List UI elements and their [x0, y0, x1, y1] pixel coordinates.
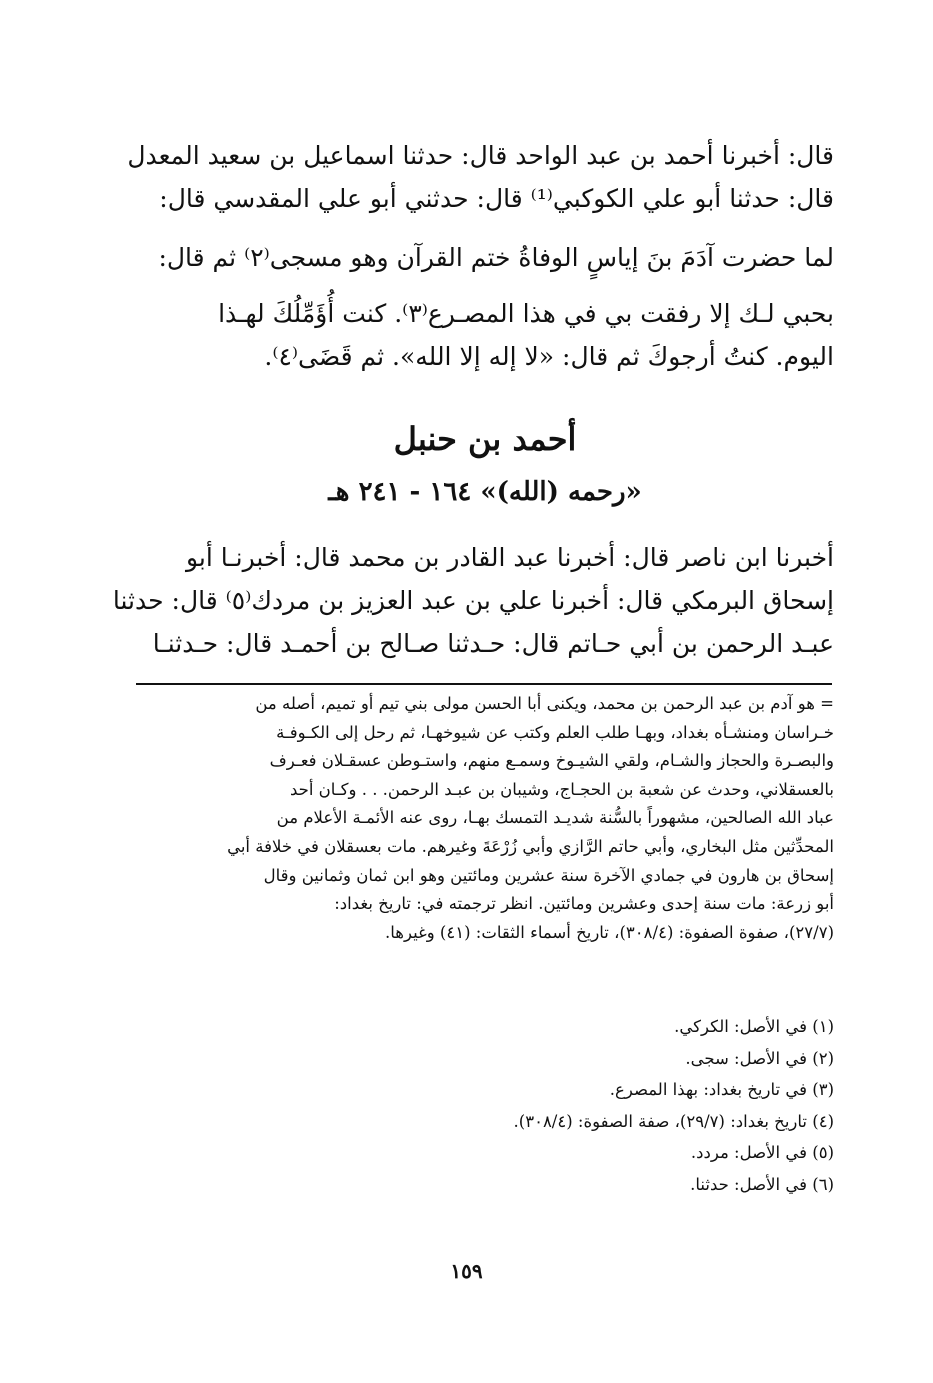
- footnote-5: (٥) في الأصل: مردد.: [690, 1143, 834, 1162]
- continued-footnote: [136, 690, 834, 947]
- footnote-2: (٢) في الأصل: سجى.: [685, 1048, 834, 1068]
- footnote-line: المحدِّثين مثل البخاري، وأبي حاتم الرَّازي وأبي زُرْعَةَ وغيرهم. مات بعسقلان في خلافة أبي: [227, 836, 834, 856]
- text-line: اليوم. كنتُ أرجوكَ ثم قال: «لا إله إلا الله». ثم قَضَى⁽٤⁾.: [264, 342, 834, 371]
- paragraph-isnad-2: [112, 536, 834, 665]
- text-line: أخبرنا ابن ناصر قال: أخبرنا عبد القادر بن محمد قال: أخبرنـا أبو: [185, 543, 834, 572]
- text-line: بحبي لـك إلا رفقت بي في هذا المصـرع⁽٣⁾. كنت أُؤَمِّلُكَ لهـذا: [218, 299, 834, 328]
- footnote-line: أبو زرعة: مات سنة إحدى وعشرين ومائتين. انظر ترجمته في: تاريخ بغداد:: [334, 894, 834, 914]
- footnote-line: إسحاق بن هارون في جمادي الآخرة سنة عشرين ومائتين وهو ابن ثمان وثمانين وقال: [263, 865, 834, 885]
- footnote-line: بالعسقلاني، وحدث عن شعبة بن الحجـاج، وشيبان بن عبـد الرحمن. . . وكـان أحد: [289, 779, 834, 799]
- footnote-line: والبصـرة والحجاز والشـام، ولقي الشيـوخ وسمـع منهم، واستـوطن عسقـلان فعـرف: [269, 751, 834, 771]
- footnote-line: = هو آدم بن عبد الرحمن بن محمد، ويكنى أبا الحسن مولى بني تيم أو تميم، أصله من: [255, 694, 834, 713]
- paragraph-isnad-1: [127, 134, 834, 220]
- footnote-divider: [136, 683, 832, 685]
- footnote-6: (٦) في الأصل: حدثنا.: [690, 1174, 834, 1194]
- page-number: ١٥٩: [450, 1259, 483, 1283]
- footnote-line: (٢٧/٧)، صفوة الصفوة: (٣٠٨/٤)، تاريخ أسماء الثقات: (٤١) وغيرها.: [385, 922, 834, 942]
- text-line: عبـد الرحمن بن أبي حـاتم قال: حـدثنا صـالح بن أحمـد قال: حـدثنـا: [152, 629, 834, 658]
- paragraph-narration: [136, 236, 834, 279]
- text-line: قال: حدثنا أبو علي الكوكبي⁽¹⁾ قال: حدثني أبو علي المقدسي قال:: [159, 184, 834, 213]
- text-line: إسحاق البرمكي قال: أخبرنا علي بن عبد العزيز بن مردك⁽٥⁾ قال: حدثنا: [112, 586, 834, 615]
- paragraph-narration-continued: [136, 292, 834, 378]
- section-title: أحمد بن حنبل: [393, 420, 577, 458]
- footnote-1: (١) في الأصل: الكركي.: [674, 1017, 834, 1036]
- footnote-line: عباد الله الصالحين، مشهوراً بالسُّنة شديـد التمسك بهـا، روى عنه الأئمـة الأعلام من: [276, 808, 834, 828]
- text-line: قال: أخبرنا أحمد بن عبد الواحد قال: حدثنا اسماعيل بن سعيد المعدل: [127, 141, 834, 170]
- footnotes-list: [136, 1011, 834, 1200]
- footnote-line: خـراسان ومنشـأه بغداد، وبهـا طلب العلم وكتب عن شيوخهـا، ثم رحل إلى الكـوفـة: [276, 722, 834, 742]
- section-subtitle: «رحمه (الله)» ١٦٤ - ٢٤١ هـ: [328, 477, 642, 507]
- footnote-4: (٤) تاريخ بغداد: (٢٩/٧)، صفة الصفوة: (٣٠٨/٤).: [513, 1111, 834, 1131]
- text-line: لما حضرت آدَمَ بنَ إياسٍ الوفاةُ ختم القرآن وهو مسجى⁽٢⁾ ثم قال:: [158, 243, 834, 272]
- footnote-3: (٣) في تاريخ بغداد: بهذا المصرع.: [609, 1080, 834, 1099]
